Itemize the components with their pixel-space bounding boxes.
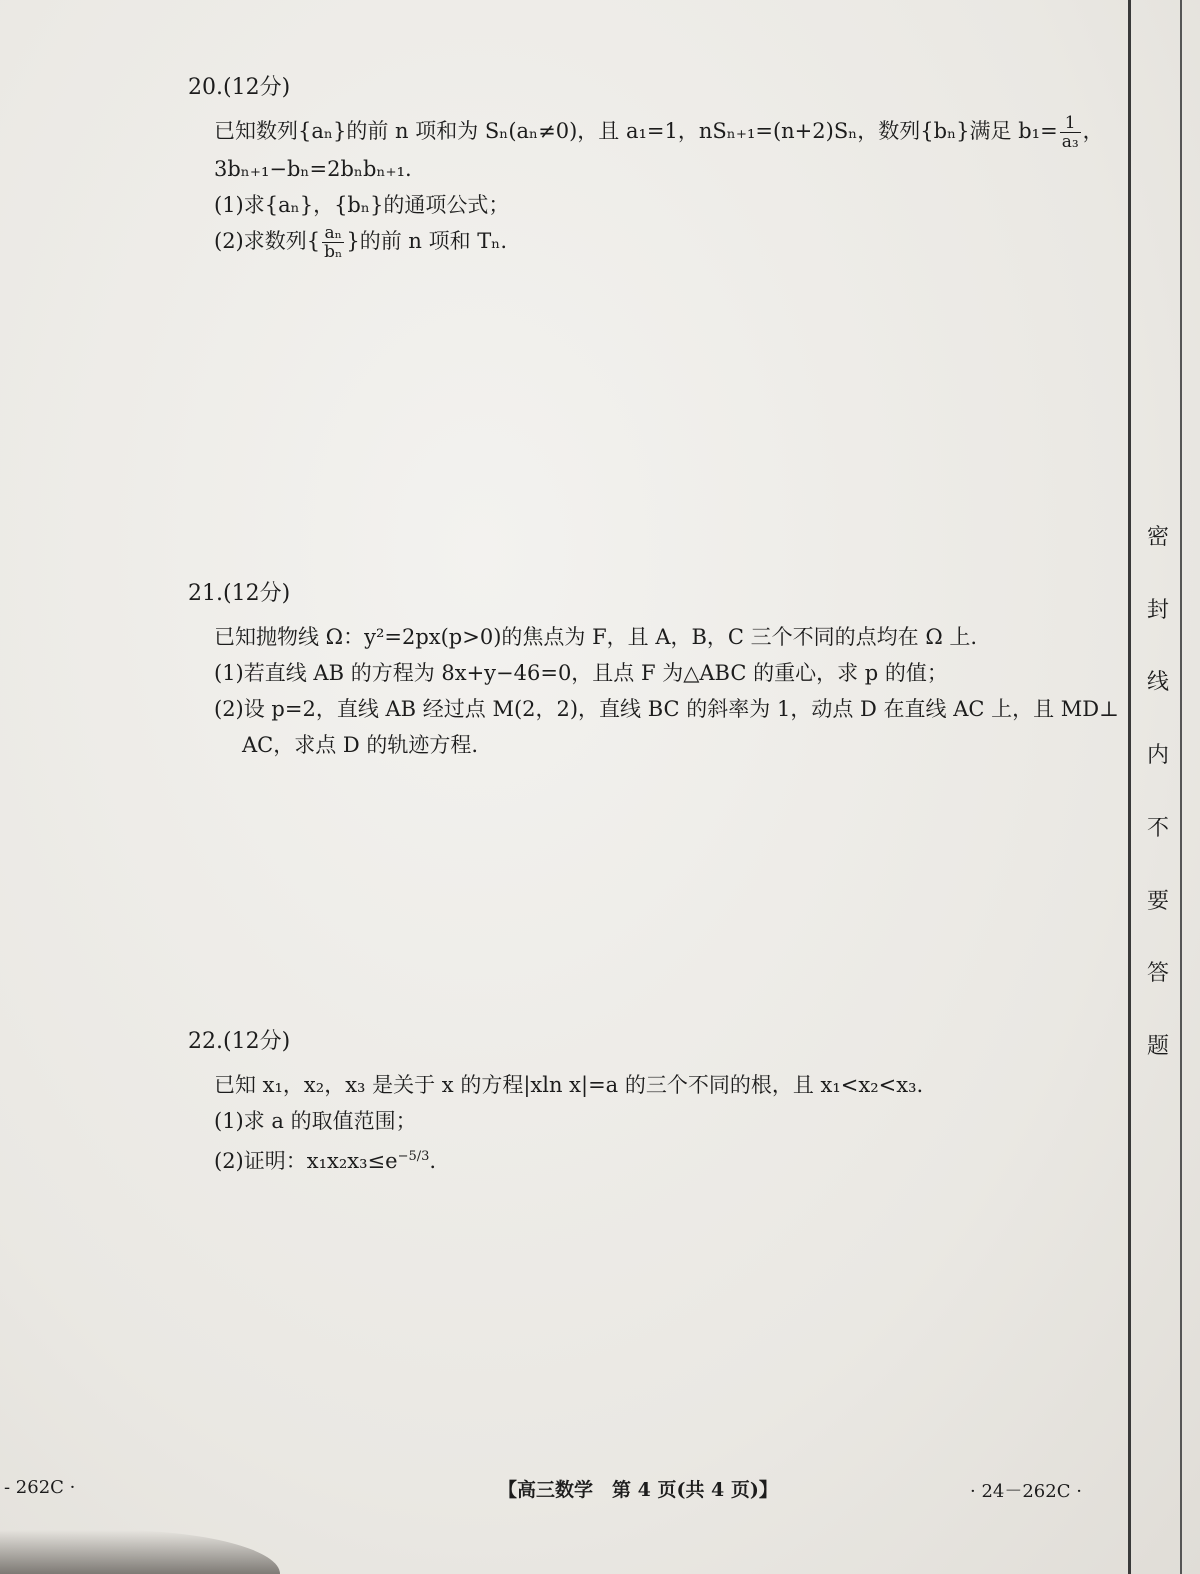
seal-char: 封 <box>1146 597 1169 623</box>
question-22-part-2: (2)证明：$x_1x_2x_3\le e^{-5/3}$. <box>214 1149 437 1173</box>
seal-char: 要 <box>1146 888 1169 914</box>
seal-char: 密 <box>1146 525 1169 550</box>
photo-edge-shadow <box>0 1530 280 1574</box>
seal-char: 内 <box>1146 743 1169 769</box>
footer-left-code: - 262C · <box>4 1477 76 1498</box>
footer-page-label: 【高三数学 第 4 页(共 4 页)】 <box>498 1479 778 1501</box>
question-20-part-1: (1)求{aₙ}，{bₙ}的通项公式； <box>214 193 510 217</box>
question-22-part-1: (1)求 a 的取值范围； <box>214 1109 417 1133</box>
binding-rule-outer <box>1180 0 1182 1574</box>
question-20 <box>188 70 1108 261</box>
question-22-stem: 已知 x₁，x₂，x₃ 是关于 x 的方程|xln x|=a 的三个不同的根，且 x₁<x₂<x₃. <box>214 1073 924 1097</box>
question-21-heading: 21.(12分) <box>188 581 291 606</box>
question-21-part-1: (1)若直线 AB 的方程为 8x+y−46=0，且点 F 为△ABC 的重心，求 p 的值； <box>214 661 948 685</box>
question-21-part-2: (2)设 p=2，直线 AB 经过点 M(2，2)，直线 BC 的斜率为 1，动点 D 在直线 AC 上，且 MD⊥ <box>214 697 1119 721</box>
question-21-part-2-continued: AC，求点 D 的轨迹方程. <box>242 733 479 757</box>
seal-char: 不 <box>1146 815 1169 841</box>
question-20-stem-line-1: 已知数列{aₙ}的前 n 项和为 Sₙ(aₙ≠0)，且 a₁=1，nSₙ₊₁=(n+2)Sₙ，数列{bₙ}满足 b₁= $\frac{1}{\text{a₃}}$ ， <box>214 113 1104 152</box>
q20-line1-text: 已知数列{aₙ}的前 n 项和为 Sₙ(aₙ≠0)，且 a₁=1，nSₙ₊₁=(n+2)Sₙ，数列{bₙ}满足 b₁= <box>214 119 1058 143</box>
question-21 <box>188 576 1119 763</box>
question-21-stem: 已知抛物线 Ω：y²=2px(p>0)的焦点为 F，且 A，B，C 三个不同的点均在 Ω 上. <box>214 625 978 649</box>
binding-rule-inner <box>1128 0 1131 1574</box>
question-20-part-2: (2)求数列{ $\frac{\text{aₙ}}{\text{bₙ}}$ }的前 n 项和 Tₙ. <box>214 223 508 262</box>
question-20-heading: 20.(12分) <box>188 75 291 100</box>
seal-char: 线 <box>1146 670 1169 696</box>
q20-b1-fraction: $\frac{1}{\text{a₃}}$ <box>1061 113 1079 152</box>
q20-an-over-bn-fraction: $\frac{\text{aₙ}}{\text{bₙ}}$ <box>324 223 343 262</box>
footer-right-code: · 24－262C · <box>970 1481 1082 1502</box>
question-22 <box>188 1024 1108 1179</box>
seal-char: 题 <box>1146 1033 1169 1059</box>
q22-exponent: −5/3 <box>397 1149 430 1164</box>
seal-line-notice <box>1140 520 1176 1060</box>
question-22-heading: 22.(12分) <box>188 1029 291 1054</box>
seal-char: 答 <box>1146 961 1169 987</box>
question-20-stem-line-2: 3bₙ₊₁−bₙ=2bₙbₙ₊₁. <box>214 157 412 181</box>
